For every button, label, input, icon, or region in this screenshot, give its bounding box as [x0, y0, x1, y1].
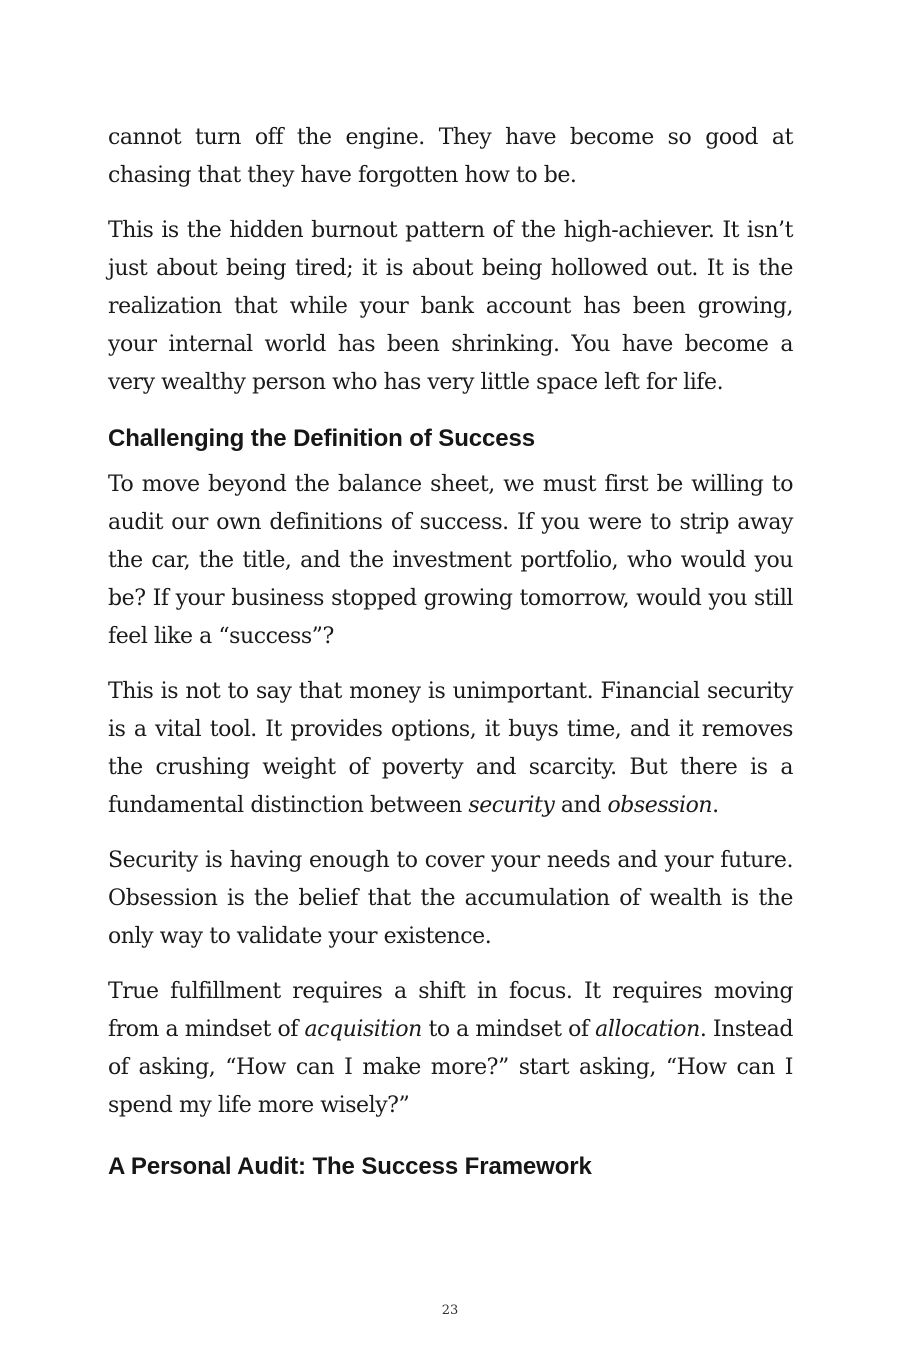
section-heading-definition-of-success: Challenging the Definition of Success: [108, 425, 536, 452]
paragraph-true-fulfillment: [108, 973, 793, 1125]
paragraph-burnout: This is the hidden burnout pattern of the high-achiever. It isn’t just about being tired; it is about being hollowed out. It is the realization that while your bank account has been growing, your internal world has been shrinking. You have become a very wealthy person who has very little space left for life.: [108, 218, 793, 395]
emphasis-allocation: allocation: [595, 1017, 700, 1042]
section-heading-personal-audit: A Personal Audit: The Success Framework: [108, 1153, 592, 1180]
emphasis-obsession: obsession: [607, 793, 713, 818]
text-run: This is not to say that money is unimportant. Financial security is a vital tool. It provides options, it buys time, and it removes the crushing weight of poverty and scarcity. But there is a fundamental distinction between: [108, 679, 793, 818]
paragraph-continued: cannot turn off the engine. They have become so good at chasing that they have forgotten how to be.: [108, 125, 793, 188]
paragraph-money-unimportant: [108, 673, 793, 825]
page-number: 23: [441, 1303, 459, 1318]
emphasis-security: security: [468, 793, 555, 818]
paragraph-balance-sheet: To move beyond the balance sheet, we must first be willing to audit our own definitions of success. If you were to strip away the car, the title, and the investment portfolio, who would you be? If your business stopped growing tomorrow, would you still feel like a “success”?: [108, 472, 793, 649]
text-run: .: [712, 793, 719, 818]
page-content: [108, 119, 793, 1194]
text-run: and: [554, 793, 608, 818]
text-run: True fulfillment requires a shift in focus. It requires moving from a mindset of: [108, 979, 793, 1042]
emphasis-acquisition: acquisition: [304, 1017, 422, 1042]
text-run: . Instead of asking, “How can I make more?” start asking, “How can I spend my life more wisely?”: [108, 1017, 793, 1118]
text-run: to a mindset of: [421, 1017, 596, 1042]
paragraph-security-vs-obsession: Security is having enough to cover your needs and your future. Obsession is the belief that the accumulation of wealth is the only way to validate your existence.: [108, 848, 793, 949]
